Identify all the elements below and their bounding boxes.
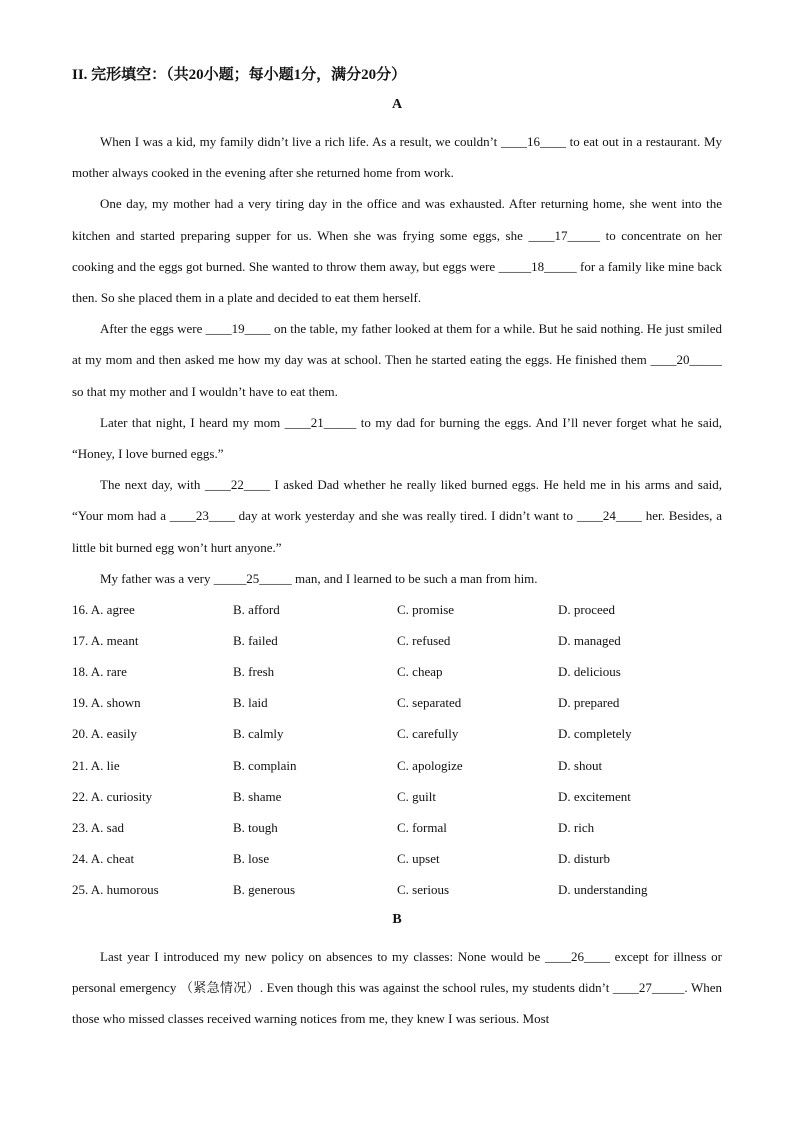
passage-paragraph: After the eggs were ____19____ on the table, my father looked at them for a while. But he said nothing. He just smiled at my mom and then asked me how my day was at school. Then he started eating the eggs. He finished them ____20_____ so that my mother and I wouldn’t have to eat them. <box>72 321 722 399</box>
option-a: 17. A. meant <box>72 633 139 649</box>
option-a: 19. A. shown <box>72 695 141 711</box>
option-b: B. generous <box>233 881 296 897</box>
option-d: D. rich <box>558 819 595 835</box>
option-row <box>72 781 722 812</box>
option-c: C. upset <box>397 850 440 866</box>
option-d: D. managed <box>558 633 621 649</box>
option-d: D. prepared <box>558 695 620 711</box>
option-row <box>72 656 722 687</box>
option-d: D. disturb <box>558 850 610 866</box>
option-d: D. excitement <box>558 788 631 804</box>
option-a: 24. A. cheat <box>72 850 135 866</box>
passage-paragraph: Later that night, I heard my mom ____21_____ to my dad for burning the eggs. And I’ll never forget what he said, “Honey, I love burned eggs.” <box>72 414 722 462</box>
option-a: 21. A. lie <box>72 757 120 773</box>
passage-paragraph: My father was a very _____25_____ man, and I learned to be such a man from him. <box>100 570 538 586</box>
option-row <box>72 594 722 625</box>
option-c: C. apologize <box>397 757 463 773</box>
option-b: B. laid <box>233 695 268 711</box>
option-row <box>72 812 722 843</box>
option-row <box>72 843 722 874</box>
passage-paragraph: Last year I introduced my new policy on absences to my classes: None would be ____26____ except for illness or personal emergency （紧急情况）. Even though this was against the school rules, my students didn’t ____27_____. When those who missed classes received warning notices from me, they knew I was serious. Most <box>72 948 722 1027</box>
passage-a <box>72 126 722 594</box>
passage-paragraph: When I was a kid, my family didn’t live a rich life. As a result, we couldn’t ____16____ to eat out in a restaurant. My mother always cooked in the evening after she returned home from work. <box>72 134 722 181</box>
option-row <box>72 718 722 749</box>
option-a: 25. A. humorous <box>72 881 159 897</box>
option-row <box>72 750 722 781</box>
option-c: C. separated <box>397 695 462 711</box>
passage-paragraph: The next day, with ____22____ I asked Dad whether he really liked burned eggs. He held me in his arms and said, “Your mom had a ____23____ day at work yesterday and she was really tired. I didn’t want to ____24____ her. Besides, a little bit burned egg won’t hurt anyone.” <box>72 477 722 555</box>
passage-paragraph: One day, my mother had a very tiring day in the office and was exhausted. After returning home, she went into the kitchen and started preparing supper for us. When she was frying some eggs, she ____17_____ to concentrate on her cooking and the eggs got burned. She wanted to throw them away, but eggs were _____18_____ for a family like mine back then. So she placed them in a plate and decided to eat them herself. <box>72 196 722 306</box>
option-b: B. fresh <box>233 664 275 680</box>
option-c: C. promise <box>397 602 455 618</box>
option-row <box>72 625 722 656</box>
option-row <box>72 687 722 718</box>
option-c: C. cheap <box>397 664 443 680</box>
option-row <box>72 874 722 905</box>
option-b: B. lose <box>233 850 270 866</box>
option-d: D. proceed <box>558 602 616 618</box>
option-c: C. serious <box>397 881 449 897</box>
option-c: C. refused <box>397 633 451 649</box>
option-c: C. guilt <box>397 788 437 804</box>
passage-a-label: A <box>391 97 403 112</box>
option-d: D. understanding <box>558 881 648 897</box>
option-b: B. shame <box>233 788 282 804</box>
section-heading: II. 完形填空：（共20小题；每小题1分，满分20分） <box>72 67 407 83</box>
passage-b <box>72 941 722 1035</box>
option-a: 18. A. rare <box>72 664 127 680</box>
option-d: D. shout <box>558 757 603 773</box>
exam-page <box>72 64 722 1035</box>
option-d: D. delicious <box>558 664 621 680</box>
option-a: 22. A. curiosity <box>72 788 153 804</box>
passage-b-label: B <box>392 911 402 927</box>
option-b: B. complain <box>233 757 297 773</box>
option-d: D. completely <box>558 726 632 742</box>
option-c: C. carefully <box>397 726 459 742</box>
option-a: 16. A. agree <box>72 602 135 618</box>
option-b: B. failed <box>233 633 278 649</box>
option-b: B. calmly <box>233 726 284 742</box>
option-a: 23. A. sad <box>72 819 124 835</box>
option-b: B. afford <box>233 602 280 618</box>
answer-options <box>72 594 722 905</box>
option-b: B. tough <box>233 819 278 835</box>
option-a: 20. A. easily <box>72 726 137 742</box>
option-c: C. formal <box>397 819 447 835</box>
